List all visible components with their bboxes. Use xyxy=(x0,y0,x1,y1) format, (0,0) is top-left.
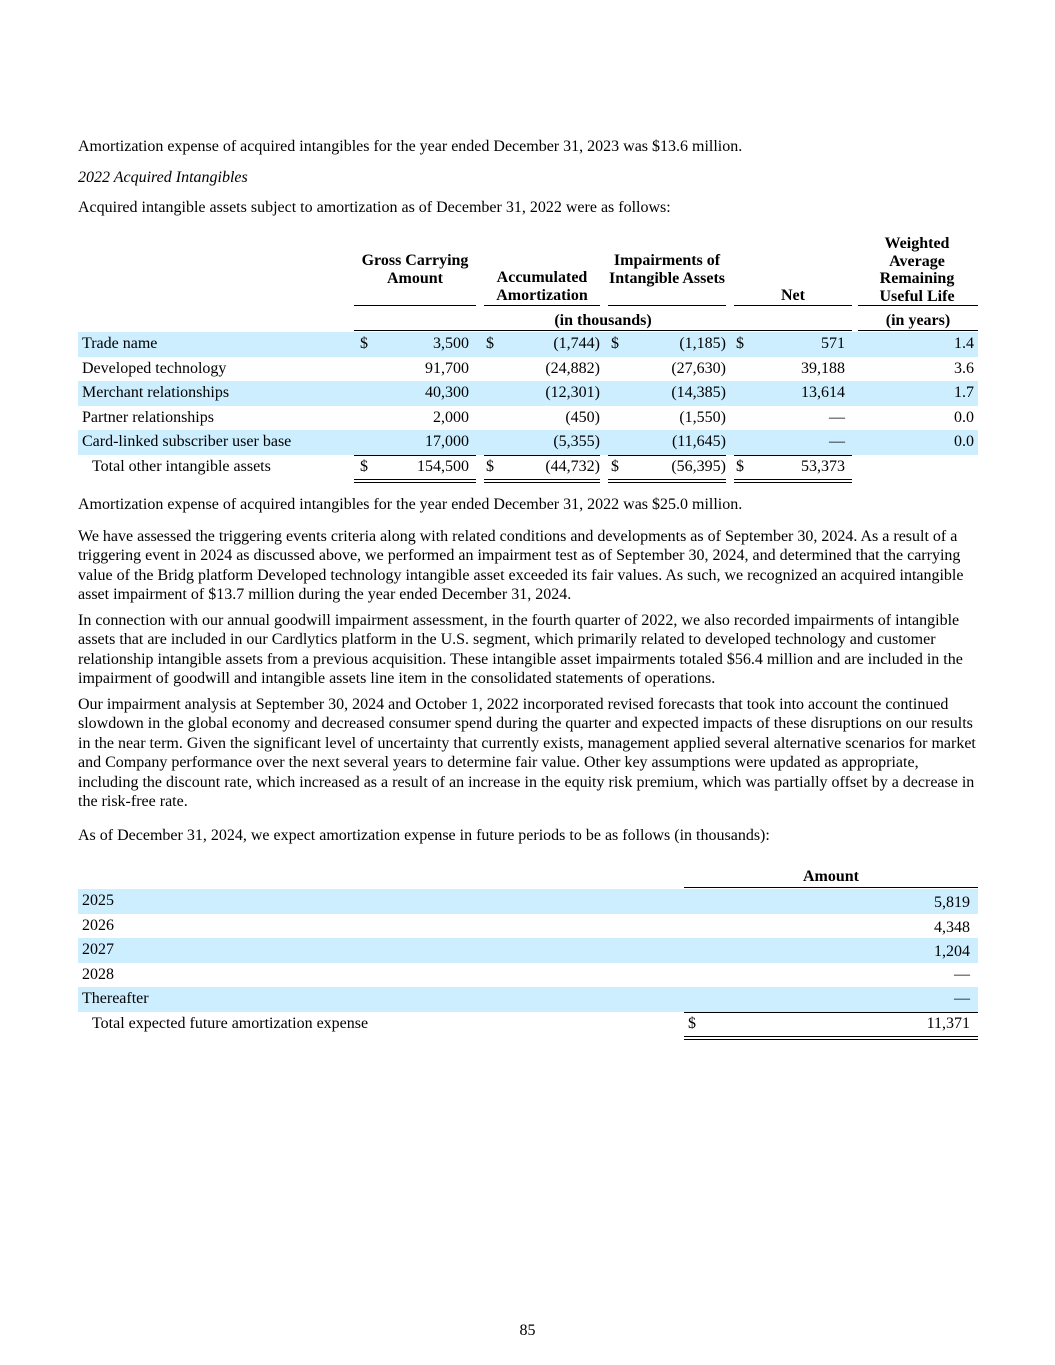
para-goodwill: In connection with our annual goodwill impairment assessment, in the fourth quarter of 2022, we also recorded impairments of intangible assets that are included in our Cardlytics platform in the U.S. segment, which primarily related to developed technology and customer relationship intangible assets from a previous acquisition. These intangible asset impairments totaled $56.4 million and are included in the impairment of goodwill and intangible assets line item in the consolidated statements of operations. xyxy=(78,612,963,688)
table-row xyxy=(78,406,978,431)
impairments-value: (27,630) xyxy=(671,359,726,377)
impairments-value: (14,385) xyxy=(671,384,726,401)
gross-dollar-sign: $ xyxy=(360,335,368,352)
accumulated-value: (12,301) xyxy=(545,384,600,401)
unit-years: (in years) xyxy=(885,312,951,329)
gross-value: 91,700 xyxy=(425,359,469,377)
double-rule xyxy=(484,479,600,483)
table-row xyxy=(78,914,978,939)
total-row xyxy=(78,455,978,480)
gross-value: 2,000 xyxy=(433,408,469,426)
life-value: 1.4 xyxy=(954,335,974,352)
table-row xyxy=(78,332,978,357)
year-label: Thereafter xyxy=(82,990,149,1007)
amount-value: 5,819 xyxy=(934,894,970,911)
double-rule xyxy=(684,1036,978,1040)
year-label: 2027 xyxy=(82,941,114,958)
double-rule xyxy=(608,479,726,483)
year-label: 2026 xyxy=(82,916,114,934)
total-label: Total other intangible assets xyxy=(92,458,271,475)
gross-dollar-sign: $ xyxy=(360,458,368,475)
table-row xyxy=(78,889,978,914)
header-gross: Gross Carrying Amount xyxy=(361,252,469,287)
amount-value: 1,204 xyxy=(934,943,970,960)
accumulated-value: (1,744) xyxy=(553,335,600,352)
net-dollar-sign: $ xyxy=(736,458,744,475)
page-number: 85 xyxy=(519,1322,536,1339)
header-rule xyxy=(608,305,726,306)
total-amount: 11,371 xyxy=(926,1015,970,1032)
gross-value: 17,000 xyxy=(425,433,469,450)
row-label: Developed technology xyxy=(82,359,227,377)
future-amortization-table xyxy=(78,866,978,1046)
row-label: Trade name xyxy=(82,335,158,352)
total-row xyxy=(78,1012,978,1037)
net-value: 13,614 xyxy=(801,384,845,401)
amount-value: 4,348 xyxy=(934,918,970,936)
row-label: Merchant relationships xyxy=(82,384,230,401)
impairments-value: (1,550) xyxy=(679,408,726,426)
row-label: Card-linked subscriber user base xyxy=(82,433,292,450)
para-2022-expense: Amortization expense of acquired intangibles for the year ended December 31, 2022 was $25.0 million. xyxy=(78,496,743,513)
impairments-value: (11,645) xyxy=(671,433,726,450)
accumulated-dollar-sign: $ xyxy=(486,458,494,475)
accumulated-total: (44,732) xyxy=(545,458,600,475)
life-value: 0.0 xyxy=(954,408,974,426)
life-value: 3.6 xyxy=(954,359,974,377)
accumulated-dollar-sign: $ xyxy=(486,335,494,352)
intangibles-table xyxy=(78,231,978,491)
amount-value: — xyxy=(954,990,970,1007)
unit-rule xyxy=(858,330,978,331)
header-impairments: Impairments of Intangible Assets xyxy=(608,252,726,287)
header-net: Net xyxy=(781,287,805,304)
row-label: Partner relationships xyxy=(82,408,214,426)
total-dollar-sign: $ xyxy=(688,1015,696,1032)
header-life: Weighted Average Remaining Useful Life xyxy=(879,235,955,305)
para-analysis: Our impairment analysis at September 30, 2024 and October 1, 2022 incorporated revised forecasts that took into account the continued slowdown in the global economy and decreased consumer spend during the quarter and expected impacts of these disruptions on our results in the near term. Given the significant level of uncertainty that currently exists, management applied several alternative scenarios for market and Company performance over the next several years to determine fair value. Other key assumptions were updated as appropriate, including the discount rate, which increased as a result of an increase in the equity risk premium, which was partially offset by a decrease in the risk-free rate. xyxy=(78,696,976,811)
header-rule xyxy=(684,887,978,888)
header-rule xyxy=(484,305,600,306)
accumulated-value: (5,355) xyxy=(553,433,600,450)
table-row xyxy=(78,430,978,455)
impairments-dollar-sign: $ xyxy=(611,458,619,475)
net-value: 39,188 xyxy=(801,359,845,377)
double-rule xyxy=(354,479,476,483)
table-intro: Acquired intangible assets subject to amortization as of December 31, 2022 were as follows: xyxy=(78,199,671,216)
section-heading: 2022 Acquired Intangibles xyxy=(78,169,248,186)
unit-rule xyxy=(354,330,852,331)
gross-value: 40,300 xyxy=(425,384,469,401)
table-row xyxy=(78,381,978,406)
net-value: — xyxy=(829,408,845,426)
table-row xyxy=(78,963,978,988)
accumulated-value: (450) xyxy=(565,408,600,426)
accumulated-value: (24,882) xyxy=(545,359,600,377)
double-rule xyxy=(734,479,852,483)
net-value: 571 xyxy=(821,335,845,352)
header-rule xyxy=(734,305,852,306)
header-amount: Amount xyxy=(802,868,859,885)
impairments-dollar-sign: $ xyxy=(611,335,619,352)
life-value: 1.7 xyxy=(954,384,974,401)
header-rule xyxy=(858,305,978,306)
net-value: — xyxy=(829,433,845,450)
gross-total: 154,500 xyxy=(417,458,469,475)
table-row xyxy=(78,938,978,963)
intro-text: Amortization expense of acquired intangibles for the year ended December 31, 2023 was $13.6 million. xyxy=(78,138,743,155)
net-total: 53,373 xyxy=(801,458,845,475)
header-accumulated: Accumulated Amortization xyxy=(496,269,588,304)
table-row xyxy=(78,987,978,1012)
unit-thousands: (in thousands) xyxy=(554,312,652,329)
gross-value: 3,500 xyxy=(433,335,469,352)
year-label: 2028 xyxy=(82,965,114,983)
life-value: 0.0 xyxy=(954,433,974,450)
para-triggering: We have assessed the triggering events criteria along with related conditions and developments as of September 30, 2024. As a result of a triggering event in 2024 as discussed above, we performed an impairment test as of September 30, 2024, and determined that the carrying value of the Bridg platform Developed technology intangible asset exceeded its fair values. As such, we recognized an acquired intangible asset impairment of $13.7 million during the year ended December 31, 2024. xyxy=(78,528,964,604)
header-rule xyxy=(354,305,476,306)
table-row xyxy=(78,357,978,382)
impairments-value: (1,185) xyxy=(679,335,726,352)
year-label: 2025 xyxy=(82,892,114,909)
total-label: Total expected future amortization expense xyxy=(92,1015,369,1032)
net-dollar-sign: $ xyxy=(736,335,744,352)
impairments-total: (56,395) xyxy=(671,458,726,475)
para-future: As of December 31, 2024, we expect amortization expense in future periods to be as follows (in thousands): xyxy=(78,827,770,844)
amount-value: — xyxy=(954,965,970,983)
